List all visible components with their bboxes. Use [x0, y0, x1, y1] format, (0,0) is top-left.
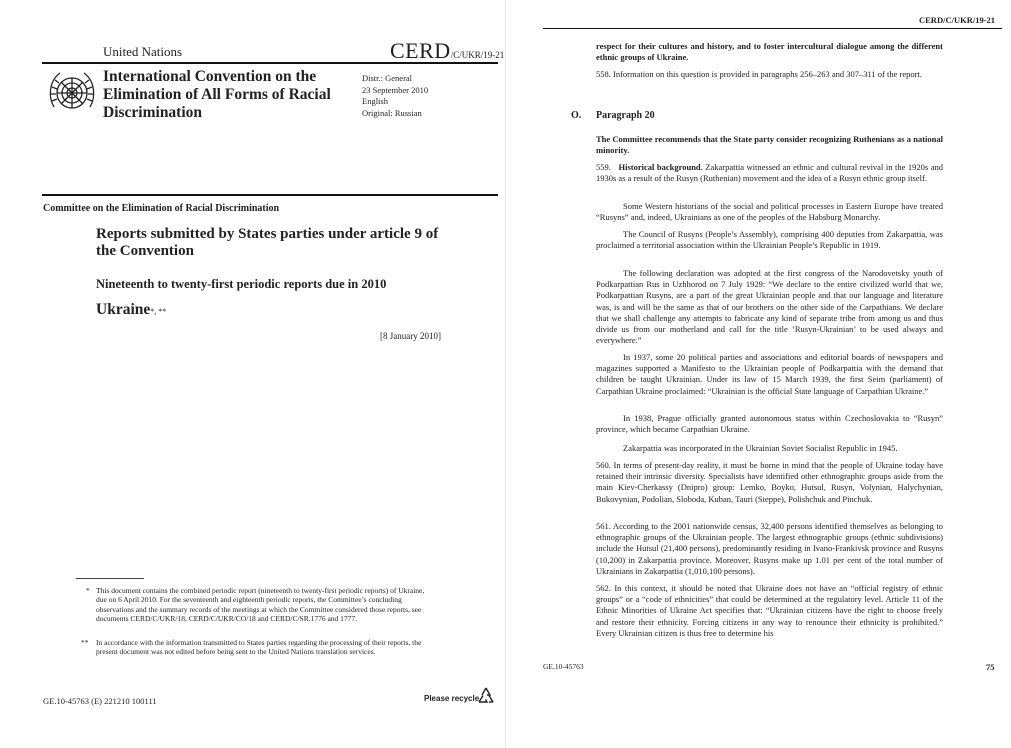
document-symbol — [390, 38, 504, 64]
country-name: Ukraine — [96, 301, 151, 318]
paragraph-559-text: . Zakarpattia witnessed an ethnic and cultural revival in the 1920s and 1930s as a result of the Rusyn (Ruthenian) movement and the idea of a Rusyn ethnic group itself. — [596, 162, 944, 184]
committee-recommendation: The Committee recommends that the State party consider recognizing Ruthenians as a national minority. — [596, 134, 943, 156]
footnote2: In accordance with the information transmitted to States parties regarding the processing of their reports, the present document was not edited before being sent to the United Nations translation services. — [96, 638, 422, 657]
distribution-block — [362, 73, 428, 119]
recycle-text: Please recycle — [424, 694, 480, 703]
paragraph-558: 558. Information on this question is provided in paragraphs 256–263 and 307–311 of the report. — [596, 69, 922, 79]
reports-title: Reports submitted by States parties under article 9 of the Convention — [96, 226, 439, 259]
section-title: Paragraph 20 — [596, 110, 655, 121]
issue-date: 23 September 2010 — [362, 84, 429, 95]
section-letter: O. — [571, 110, 582, 121]
continued-recommendation: respect for their cultures and history, and to foster intercultural dialogue among the different ethnic groups of Ukraine. — [596, 41, 943, 63]
paragraph-559-western-historians: Some Western historians of the social and political processes in Eastern Europe have treated “Rusyns” and, indeed, Ukrainians as one of the peoples of the Habsburg Monarchy. — [596, 201, 943, 223]
committee-name: Committee on the Elimination of Racial Discrimination — [43, 203, 280, 214]
reports-subtitle: Nineteenth to twenty-first periodic reports due in 2010 — [96, 277, 387, 291]
country-heading — [96, 301, 166, 319]
un-emblem-icon — [46, 67, 98, 119]
footnote-marks: *, ** — [150, 307, 167, 316]
paragraph-561: 561. According to the 2001 nationwide census, 32,400 persons identified themselves as belonging to ethnographic groups of the Ukrainian people. The largest ethnographic groups (ethnic subdivisions) include the Hutsul (21,400 persons), predominantly residing in Ivano-Frankivsk province and Rusyns (10,200) in Zakarpattia province. Moreover, Rusyns make up 1.01 per cent of the total number of Ukrainians in Zakarpattia (1,010,100 persons). — [596, 521, 943, 576]
paragraph-559-prague: In 1938, Prague officially granted autonomous status within Czechoslovakia to “Rusyn” province, which became Carpathian Ukraine. — [596, 413, 943, 435]
org-name: United Nations — [103, 44, 183, 59]
paragraph-559-declaration: The following declaration was adopted at the first congress of the Narodovetsky youth of Podkarpattian Rus in Uzhhorod on 7 July 1929: “We declare to the entire civilized world that we, Podkarpattian Rusyns, are a part of the great Ukrainian people and that our language and literature was, is and will be the same as that of our brothers on the other side of the Carpathians. We declare that we shall challenge any attempts to fabricate any kind of separate tribe from among us and thus divide us from our motherland and call for the title ‘Rusyn-Ukrainian’ to be used always and everywhere.” — [596, 268, 943, 346]
header-rule — [42, 62, 498, 64]
footnote1: This document contains the combined periodic report (nineteenth to twenty-first periodic reports) of Ukraine, due on 6 April 2010. For the seventeenth and eighteenth periodic reports, the Committee’s concluding observations and the summary records of the meetings at which the Committee considered those reports, see documents CERD/C/UKR/18, CERD/C/UKR/CO/18 and CERD/C/SR.1776 and 1777. — [96, 586, 425, 624]
paragraph-559 — [596, 162, 943, 184]
running-header-rule — [543, 28, 1002, 29]
committee-rule — [42, 194, 498, 196]
job-number-right: GE.10-45763 — [543, 662, 584, 671]
paragraph-559-council: The Council of Rusyns (People’s Assembly), comprising 400 deputies from Zakarpattia, was proclaimed a territorial association within the Ukrainian People’s Republic in 1919. — [596, 229, 943, 251]
symbol-rest: /C/UKR/19-21 — [450, 50, 505, 60]
paragraph-559-heading: Historical background — [618, 162, 701, 172]
received-date: [8 January 2010] — [380, 331, 441, 341]
symbol-main: CERD — [390, 38, 451, 63]
paragraph-560: 560. In terms of present-day reality, it must be borne in mind that the people of Ukraine today have retained their intrinsic diversity. Specialists have identified other ethnographic groups aside from the main Kiev-Cherkassy (Dnipro) group: Lemko, Boyko, Hutsul, Rusyn, Volynian, Halychynian, Bukovynian, Podolian, Sloboda, Kuban, Tauri (Steppe), Polishchuk and Pinchuk. — [596, 460, 943, 504]
paragraph-559-number: 559. — [596, 162, 611, 172]
convention-title: International Convention on the Elimination of All Forms of Racial Discrimination — [103, 68, 331, 121]
distr-line: Distr.: General — [362, 73, 413, 83]
left-page — [0, 0, 505, 748]
running-header: CERD/C/UKR/19-21 — [919, 15, 996, 25]
original-language: Original: Russian — [362, 107, 422, 118]
footnote1-mark: * — [86, 586, 90, 595]
footnote-rule — [76, 578, 144, 579]
page-number: 75 — [986, 662, 995, 672]
paragraph-562: 562. In this context, it should be noted that Ukraine does not have an “official registry of ethnic groups” or a “code of ethnicities” that could be determined at the regulatory level. Article 11 of the Ethnic Minorities of Ukraine Act specifies that: “Ukrainian citizens have the right to choose freely and restore their ethnicity. Forcing citizens in any way to renounce their ethnicity is prohibited.” Every Ukrainian citizen is thus free to determine his — [596, 583, 943, 638]
job-number: GE.10-45763 (E) 221210 100111 — [43, 696, 157, 706]
footnote2-mark: ** — [81, 638, 89, 647]
paragraph-559-incorporation: Zakarpattia was incorporated in the Ukrainian Soviet Socialist Republic in 1945. — [623, 443, 898, 453]
language-line: English — [362, 96, 388, 106]
right-page — [505, 0, 1011, 748]
recycle-icon — [476, 686, 496, 706]
paragraph-559-manifesto: In 1937, some 20 political parties and associations and editorial boards of newspapers and magazines supported a Manifesto to the Ukrainian people of Podkarpattia with the demand that children be taught Ukrainian. Under its law of 15 March 1939, the first Seim (parliament) of Carpathian Ukraine proclaimed: “Ukrainian is the official State language of Carpathian Ukraine.” — [596, 352, 943, 396]
